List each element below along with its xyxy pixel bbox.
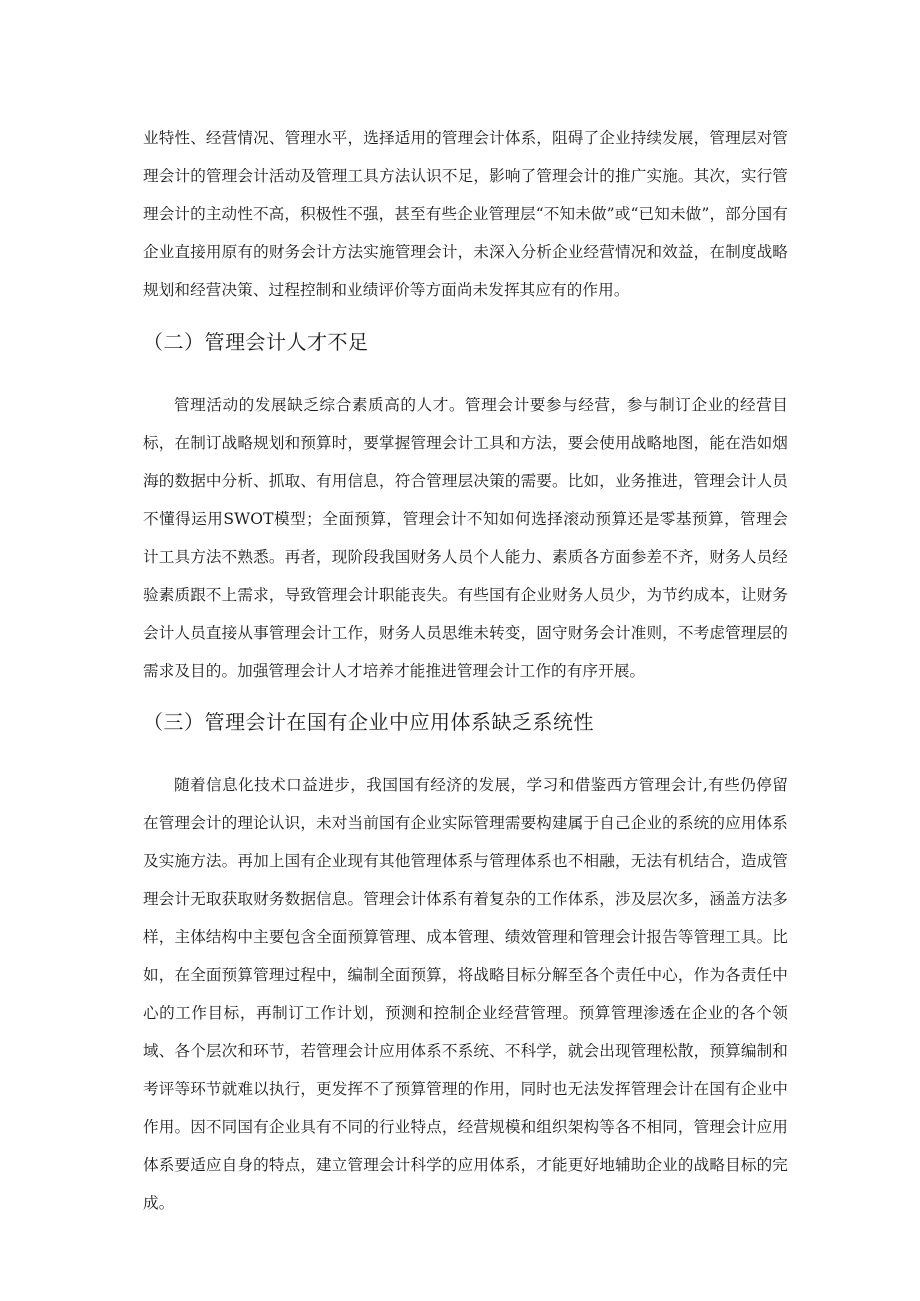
paragraph-1: 业特性、经营情况、管理水平，选择适用的管理会计体系，阻碍了企业持续发展，管理层对管理会计的管理会计活动及管理工具方法认识不足，影响了管理会计的推广实施。其次，实行管理会计的主动性不高，积极性不强，甚至有些企业管理层“不知未做”或“已知未做”，部分国有企业直接用原有的财务会计方法实施管理会计，未深入分析企业经营情况和效益，在制度战略规划和经营决策、过程控制和业绩评价等方面尚未发挥其应有的作用。 xyxy=(143,129,788,299)
paragraph-2: 管理活动的发展缺乏综合素质高的人才。管理会计要参与经营，参与制订企业的经营目标，在制订战略规划和预算时，要掌握管理会计工具和方法，要会使用战略地图，能在浩如烟海的数据中分析、抓取、有用信息，符合管理层决策的需要。比如，业务推进，管理会计人员不懂得运用SWOT模型；全面预算，管理会计不知如何选择滚动预算还是零基预算，管理会计工具方法不熟悉。再者，现阶段我国财务人员个人能力、素质各方面参差不齐，财务人员经验素质跟不上需求，导致管理会计职能丧失。有些国有企业财务人员少，为节约成本，让财务会计人员直接从事管理会计工作，财务人员思维未转变，固守财务会计准则，不考虑管理层的需求及目的。加强管理会计人才培养才能推进管理会计工作的有序开展。 xyxy=(143,396,788,680)
section-heading-2: （二）管理会计人才不足 xyxy=(143,330,369,354)
paragraph-block-3 xyxy=(143,766,788,1222)
paragraph-block-1 xyxy=(143,119,788,309)
section-heading-block-2 xyxy=(143,327,788,357)
section-heading-block-3 xyxy=(143,707,788,737)
paragraph-3: 随着信息化技术口益进步，我国国有经济的发展，学习和借鉴西方管理会计,有些仍停留在管理会计的理论认识，未对当前国有企业实际管理需要构建属于自己企业的系统的应用体系及实施方法。再加上国有企业现有其他管理体系与管理体系也不相融，无法有机结合，造成管理会计无取获取财务数据信息。管理会计体系有着复杂的工作体系，涉及层次多，涵盖方法多样，主体结构中主要包含全面预算管理、成本管理、绩效管理和管理会计报告等管理工具。比如，在全面预算管理过程中，编制全面预算，将战略目标分解至各个责任中心，作为各责任中心的工作目标，再制订工作计划，预测和控制企业经营管理。预算管理渗透在企业的各个领域、各个层次和环节，若管理会计应用体系不系统、不科学，就会出现管理松散，预算编制和考评等环节就难以执行，更发挥不了预算管理的作用，同时也无法发挥管理会计在国有企业中作用。因不同国有企业具有不同的行业特点，经营规模和组织架构等各不相同，管理会计应用体系要适应自身的特点，建立管理会计科学的应用体系，才能更好地辅助企业的战略目标的完成。 xyxy=(143,776,788,1212)
section-heading-3: （三）管理会计在国有企业中应用体系缺乏系统性 xyxy=(143,710,594,734)
paragraph-block-2 xyxy=(143,386,788,690)
